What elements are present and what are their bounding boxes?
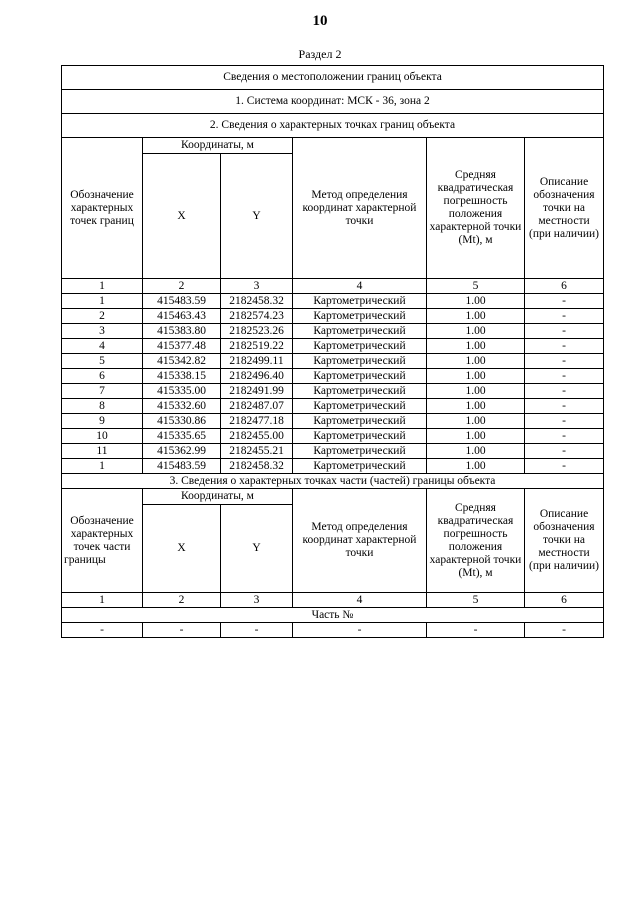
- point-description: -: [525, 294, 604, 309]
- point-number: 3: [62, 324, 143, 339]
- points-section-title: 2. Сведения о характерных точках границ объекта: [62, 114, 604, 138]
- section-title: Раздел 2: [298, 47, 342, 61]
- point-description: -: [525, 429, 604, 444]
- point-error: 1.00: [427, 294, 525, 309]
- column-number: 4: [293, 593, 427, 608]
- part-section-title: 3. Сведения о характерных точках части (частей) границы объекта: [62, 474, 604, 489]
- point-method: Картометрический: [293, 324, 427, 339]
- header-error: Средняя квадратическая погрешность положения характерной точки (Mt), м: [427, 138, 525, 279]
- part-header-error: Средняя квадратическая погрешность положения характерной точки (Mt), м: [427, 489, 525, 593]
- point-x: 415342.82: [143, 354, 221, 369]
- point-x: 415330.86: [143, 414, 221, 429]
- part-column-numbers-row: [62, 593, 604, 608]
- part-row: [62, 623, 604, 638]
- point-error: 1.00: [427, 429, 525, 444]
- part-point-error: -: [427, 623, 525, 638]
- point-method: Картометрический: [293, 399, 427, 414]
- header-coordinates: Координаты, м: [143, 138, 293, 154]
- point-x: 415463.43: [143, 309, 221, 324]
- point-number: 5: [62, 354, 143, 369]
- column-number: 6: [525, 593, 604, 608]
- point-method: Картометрический: [293, 444, 427, 459]
- point-error: 1.00: [427, 339, 525, 354]
- part-label: Часть №: [62, 608, 604, 623]
- column-number: 6: [525, 279, 604, 294]
- header-point-designation: Обозначение характерных точек границ: [62, 138, 143, 279]
- column-number: 3: [221, 593, 293, 608]
- column-number: 2: [143, 593, 221, 608]
- point-method: Картометрический: [293, 294, 427, 309]
- point-number: 1: [62, 459, 143, 474]
- point-description: -: [525, 339, 604, 354]
- page-number: 10: [312, 13, 328, 29]
- header-y: Y: [221, 154, 293, 279]
- point-y: 2182491.99: [221, 384, 293, 399]
- point-number: 4: [62, 339, 143, 354]
- point-number: 8: [62, 399, 143, 414]
- point-y: 2182574.23: [221, 309, 293, 324]
- header-method: Метод определения координат характерной точки: [293, 138, 427, 279]
- point-x: 415483.59: [143, 459, 221, 474]
- point-description: -: [525, 354, 604, 369]
- point-y: 2182523.26: [221, 324, 293, 339]
- point-y: 2182458.32: [221, 294, 293, 309]
- column-numbers-row: [62, 279, 604, 294]
- column-number: 5: [427, 279, 525, 294]
- point-row: [62, 399, 604, 414]
- part-header-coordinates: Координаты, м: [143, 489, 293, 505]
- part-point-number: -: [62, 623, 143, 638]
- part-header-method: Метод определения координат характерной точки: [293, 489, 427, 593]
- point-number: 9: [62, 414, 143, 429]
- point-y: 2182458.32: [221, 459, 293, 474]
- header-x: X: [143, 154, 221, 279]
- point-method: Картометрический: [293, 459, 427, 474]
- point-description: -: [525, 384, 604, 399]
- point-method: Картометрический: [293, 309, 427, 324]
- point-description: -: [525, 444, 604, 459]
- part-header-point-designation: Обозначение характерных точек части границы: [62, 489, 143, 593]
- point-description: -: [525, 369, 604, 384]
- point-error: 1.00: [427, 324, 525, 339]
- point-method: Картометрический: [293, 384, 427, 399]
- part-point-method: -: [293, 623, 427, 638]
- header-description: Описание обозначения точки на местности (при наличии): [525, 138, 604, 279]
- boundary-table: [61, 65, 604, 638]
- part-point-x: -: [143, 623, 221, 638]
- point-number: 1: [62, 294, 143, 309]
- point-method: Картометрический: [293, 414, 427, 429]
- point-x: 415335.65: [143, 429, 221, 444]
- point-y: 2182499.11: [221, 354, 293, 369]
- point-number: 10: [62, 429, 143, 444]
- point-description: -: [525, 324, 604, 339]
- column-number: 4: [293, 279, 427, 294]
- point-error: 1.00: [427, 414, 525, 429]
- point-row: [62, 339, 604, 354]
- point-error: 1.00: [427, 384, 525, 399]
- part-header-description: Описание обозначения точки на местности (при наличии): [525, 489, 604, 593]
- point-y: 2182477.18: [221, 414, 293, 429]
- point-x: 415335.00: [143, 384, 221, 399]
- point-method: Картометрический: [293, 369, 427, 384]
- point-error: 1.00: [427, 399, 525, 414]
- part-point-y: -: [221, 623, 293, 638]
- point-method: Картометрический: [293, 354, 427, 369]
- column-number: 2: [143, 279, 221, 294]
- point-row: [62, 459, 604, 474]
- point-x: 415338.15: [143, 369, 221, 384]
- column-number: 1: [62, 593, 143, 608]
- point-description: -: [525, 459, 604, 474]
- point-row: [62, 294, 604, 309]
- part-point-description: -: [525, 623, 604, 638]
- point-row: [62, 309, 604, 324]
- point-row: [62, 444, 604, 459]
- point-error: 1.00: [427, 354, 525, 369]
- point-x: 415377.48: [143, 339, 221, 354]
- point-error: 1.00: [427, 309, 525, 324]
- point-y: 2182455.00: [221, 429, 293, 444]
- point-row: [62, 369, 604, 384]
- column-number: 5: [427, 593, 525, 608]
- column-number: 3: [221, 279, 293, 294]
- point-row: [62, 324, 604, 339]
- coordinate-system: 1. Система координат: МСК - 36, зона 2: [62, 90, 604, 114]
- point-number: 2: [62, 309, 143, 324]
- point-number: 7: [62, 384, 143, 399]
- point-description: -: [525, 414, 604, 429]
- point-x: 415383.80: [143, 324, 221, 339]
- point-description: -: [525, 309, 604, 324]
- point-x: 415483.59: [143, 294, 221, 309]
- part-header-x: X: [143, 505, 221, 593]
- point-row: [62, 429, 604, 444]
- point-row: [62, 354, 604, 369]
- point-method: Картометрический: [293, 429, 427, 444]
- point-error: 1.00: [427, 459, 525, 474]
- column-number: 1: [62, 279, 143, 294]
- point-y: 2182496.40: [221, 369, 293, 384]
- point-x: 415362.99: [143, 444, 221, 459]
- point-y: 2182487.07: [221, 399, 293, 414]
- table-title: Сведения о местоположении границ объекта: [62, 66, 604, 90]
- point-method: Картометрический: [293, 339, 427, 354]
- part-header-y: Y: [221, 505, 293, 593]
- point-y: 2182455.21: [221, 444, 293, 459]
- point-number: 11: [62, 444, 143, 459]
- point-x: 415332.60: [143, 399, 221, 414]
- point-row: [62, 384, 604, 399]
- point-error: 1.00: [427, 444, 525, 459]
- point-y: 2182519.22: [221, 339, 293, 354]
- point-number: 6: [62, 369, 143, 384]
- point-row: [62, 414, 604, 429]
- point-description: -: [525, 399, 604, 414]
- point-error: 1.00: [427, 369, 525, 384]
